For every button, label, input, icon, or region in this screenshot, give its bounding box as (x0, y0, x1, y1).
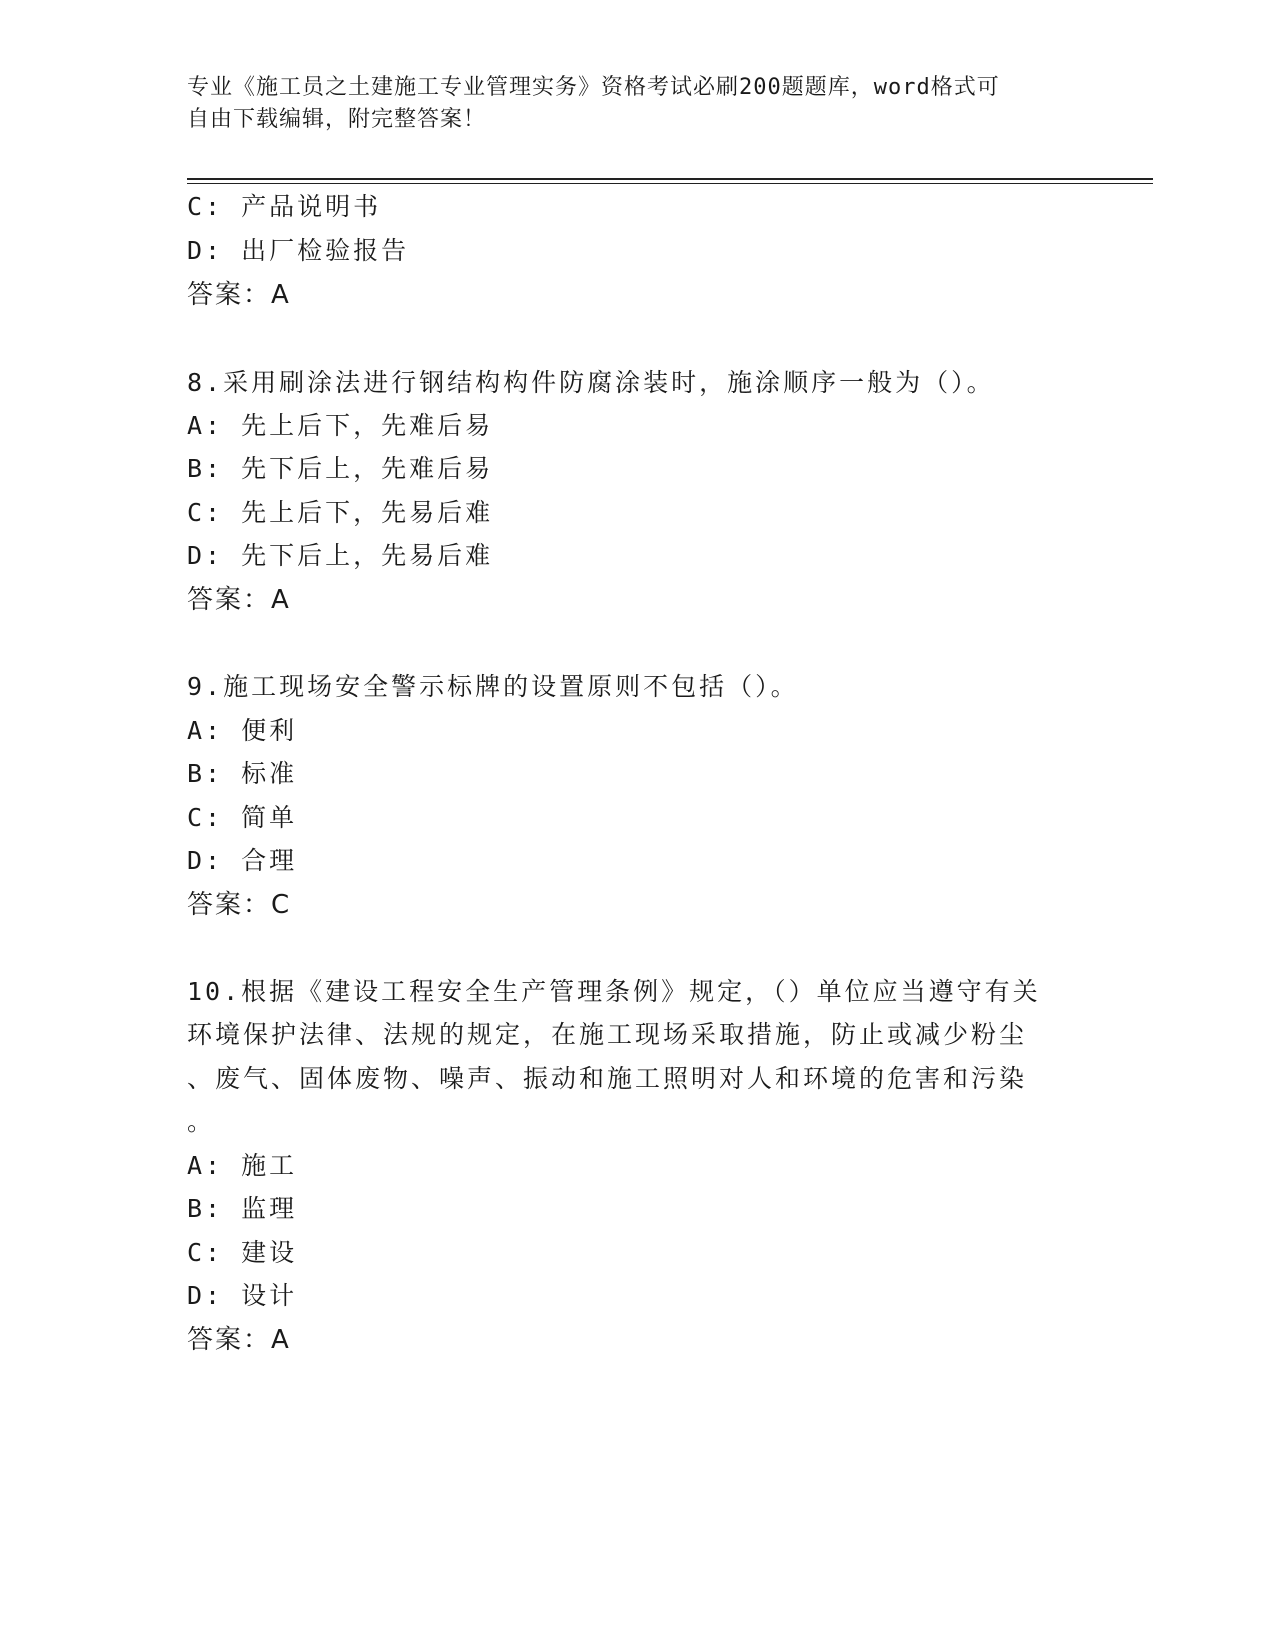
q9-option-c: C: 简单 (187, 803, 298, 832)
q8-option-d: D: 先下后上，先易后难 (187, 541, 494, 570)
q10-option-a: A: 施工 (187, 1151, 298, 1180)
q10-question-line-2: 环境保护法律、法规的规定，在施工现场采取措施，防止或减少粉尘 (187, 1020, 1028, 1049)
q8-question: 8.采用刷涂法进行钢结构构件防腐涂装时，施涂顺序一般为（）。 (187, 368, 995, 397)
q10-option-d: D: 设计 (187, 1281, 298, 1310)
q7-option-d: D: 出厂检验报告 (187, 236, 410, 265)
q9-answer: 答案：C (187, 890, 292, 920)
header-title-line-1: 专业《施工员之土建施工专业管理实务》资格考试必刷200题题库，word格式可 (187, 75, 1000, 100)
q9-option-a: A: 便利 (187, 716, 298, 745)
q7-answer: 答案：A (187, 280, 291, 310)
q10-question-line-1: 10.根据《建设工程安全生产管理条例》规定，（）单位应当遵守有关 (187, 977, 1041, 1006)
q9-option-b: B: 标准 (187, 759, 298, 788)
q10-answer: 答案：A (187, 1325, 291, 1355)
q7-option-c: C: 产品说明书 (187, 192, 382, 221)
header-divider-thick (187, 178, 1153, 180)
header-divider-thin (187, 183, 1153, 184)
q8-option-a: A: 先上后下，先难后易 (187, 411, 494, 440)
q8-option-c: C: 先上后下，先易后难 (187, 498, 494, 527)
q9-question: 9.施工现场安全警示标牌的设置原则不包括（）。 (187, 672, 799, 701)
q8-answer: 答案：A (187, 585, 291, 615)
q10-option-c: C: 建设 (187, 1238, 298, 1267)
document-header (187, 72, 1067, 136)
header-title-line-2: 自由下载编辑，附完整答案！ (187, 107, 487, 132)
q9-option-d: D: 合理 (187, 846, 298, 875)
q10-option-b: B: 监理 (187, 1194, 298, 1223)
q10-question-line-3: 、废气、固体废物、噪声、振动和施工照明对人和环境的危害和污染 (187, 1064, 1028, 1093)
q8-option-b: B: 先下后上，先难后易 (187, 454, 494, 483)
q10-question-line-4: 。 (187, 1107, 216, 1136)
